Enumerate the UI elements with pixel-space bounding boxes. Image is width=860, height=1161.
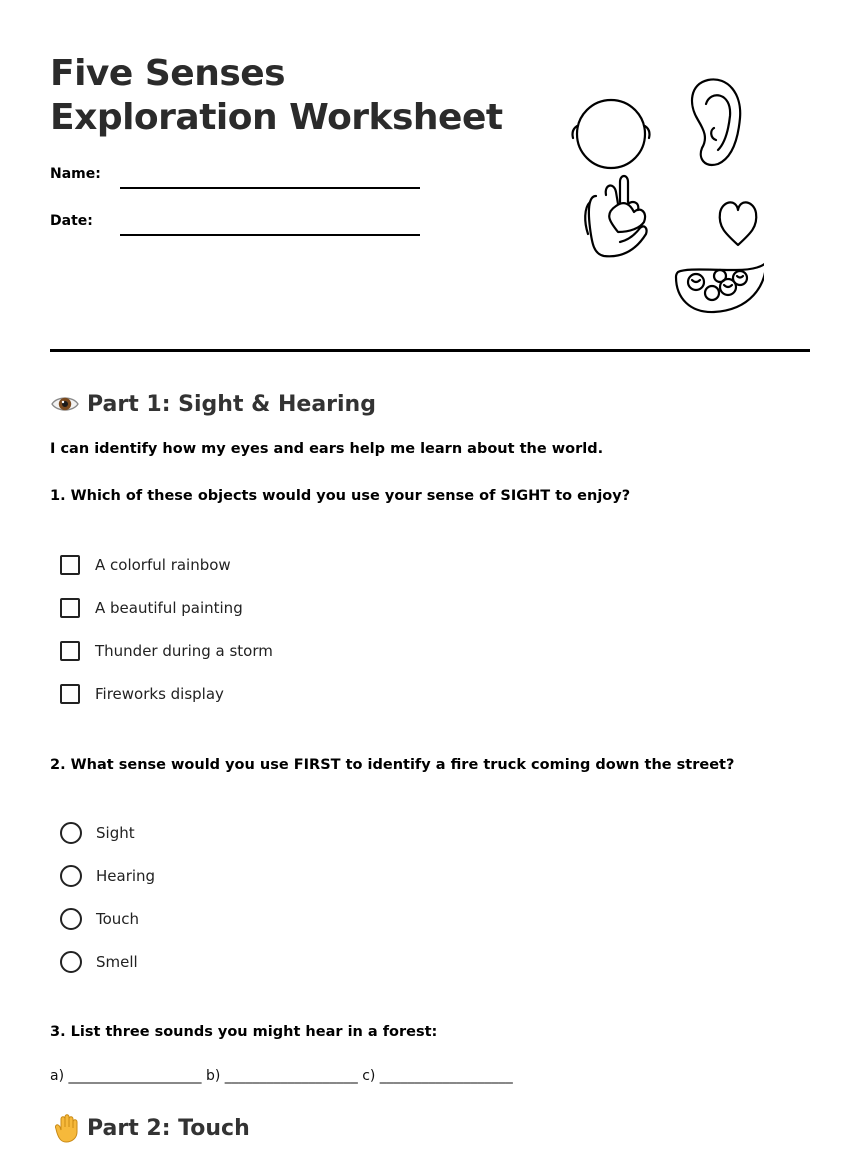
raised-hand-emoji xyxy=(50,1113,80,1143)
option-label: Touch xyxy=(96,910,140,928)
question-1: 1. Which of these objects would you use your sense of SIGHT to enjoy? xyxy=(50,488,631,504)
option-label: A colorful rainbow xyxy=(95,556,231,574)
option-label: A beautiful painting xyxy=(95,599,243,617)
checkbox[interactable] xyxy=(60,598,80,618)
radio-button[interactable] xyxy=(60,908,82,930)
part1-heading-text: Part 1: Sight & Hearing xyxy=(87,391,376,417)
ear-icon xyxy=(692,79,740,164)
worksheet-title: Five Senses Exploration Worksheet xyxy=(50,53,503,138)
radio-button[interactable] xyxy=(60,951,82,973)
five-senses-illustration xyxy=(568,72,764,318)
date-label: Date: xyxy=(50,213,93,229)
q2-option-4[interactable] xyxy=(60,950,138,974)
checkbox[interactable] xyxy=(60,555,80,575)
q1-option-2[interactable] xyxy=(60,596,243,620)
option-label: Thunder during a storm xyxy=(95,642,273,660)
name-field[interactable] xyxy=(120,187,420,189)
date-field[interactable] xyxy=(120,234,420,236)
checkbox[interactable] xyxy=(60,684,80,704)
q1-option-3[interactable] xyxy=(60,639,273,663)
mouth-icon xyxy=(676,262,764,312)
radio-button[interactable] xyxy=(60,822,82,844)
q1-option-1[interactable] xyxy=(60,553,231,577)
question-3: 3. List three sounds you might hear in a forest: xyxy=(50,1024,438,1040)
part1-heading xyxy=(50,389,376,419)
name-label: Name: xyxy=(50,166,101,182)
q1-option-4[interactable] xyxy=(60,682,224,706)
eye-icon xyxy=(573,100,650,168)
option-label: Fireworks display xyxy=(95,685,224,703)
option-label: Hearing xyxy=(96,867,156,885)
q2-option-3[interactable] xyxy=(60,907,139,931)
section-divider xyxy=(50,349,810,352)
part2-heading-text: Part 2: Touch xyxy=(87,1115,250,1141)
q2-option-1[interactable] xyxy=(60,821,135,845)
heart-icon xyxy=(720,202,757,245)
question-2: 2. What sense would you use FIRST to identify a fire truck coming down the street? xyxy=(50,757,735,773)
learning-objective: I can identify how my eyes and ears help me learn about the world. xyxy=(50,441,604,457)
radio-button[interactable] xyxy=(60,865,82,887)
q2-option-2[interactable] xyxy=(60,864,155,888)
option-label: Smell xyxy=(96,953,138,971)
option-label: Sight xyxy=(96,824,135,842)
part2-heading xyxy=(50,1113,250,1143)
eye-emoji xyxy=(50,389,80,419)
hand-icon xyxy=(585,176,646,256)
q3-answer-blanks[interactable]: a) ___________________ b) ___________________ c) ___________________ xyxy=(50,1068,513,1084)
checkbox[interactable] xyxy=(60,641,80,661)
